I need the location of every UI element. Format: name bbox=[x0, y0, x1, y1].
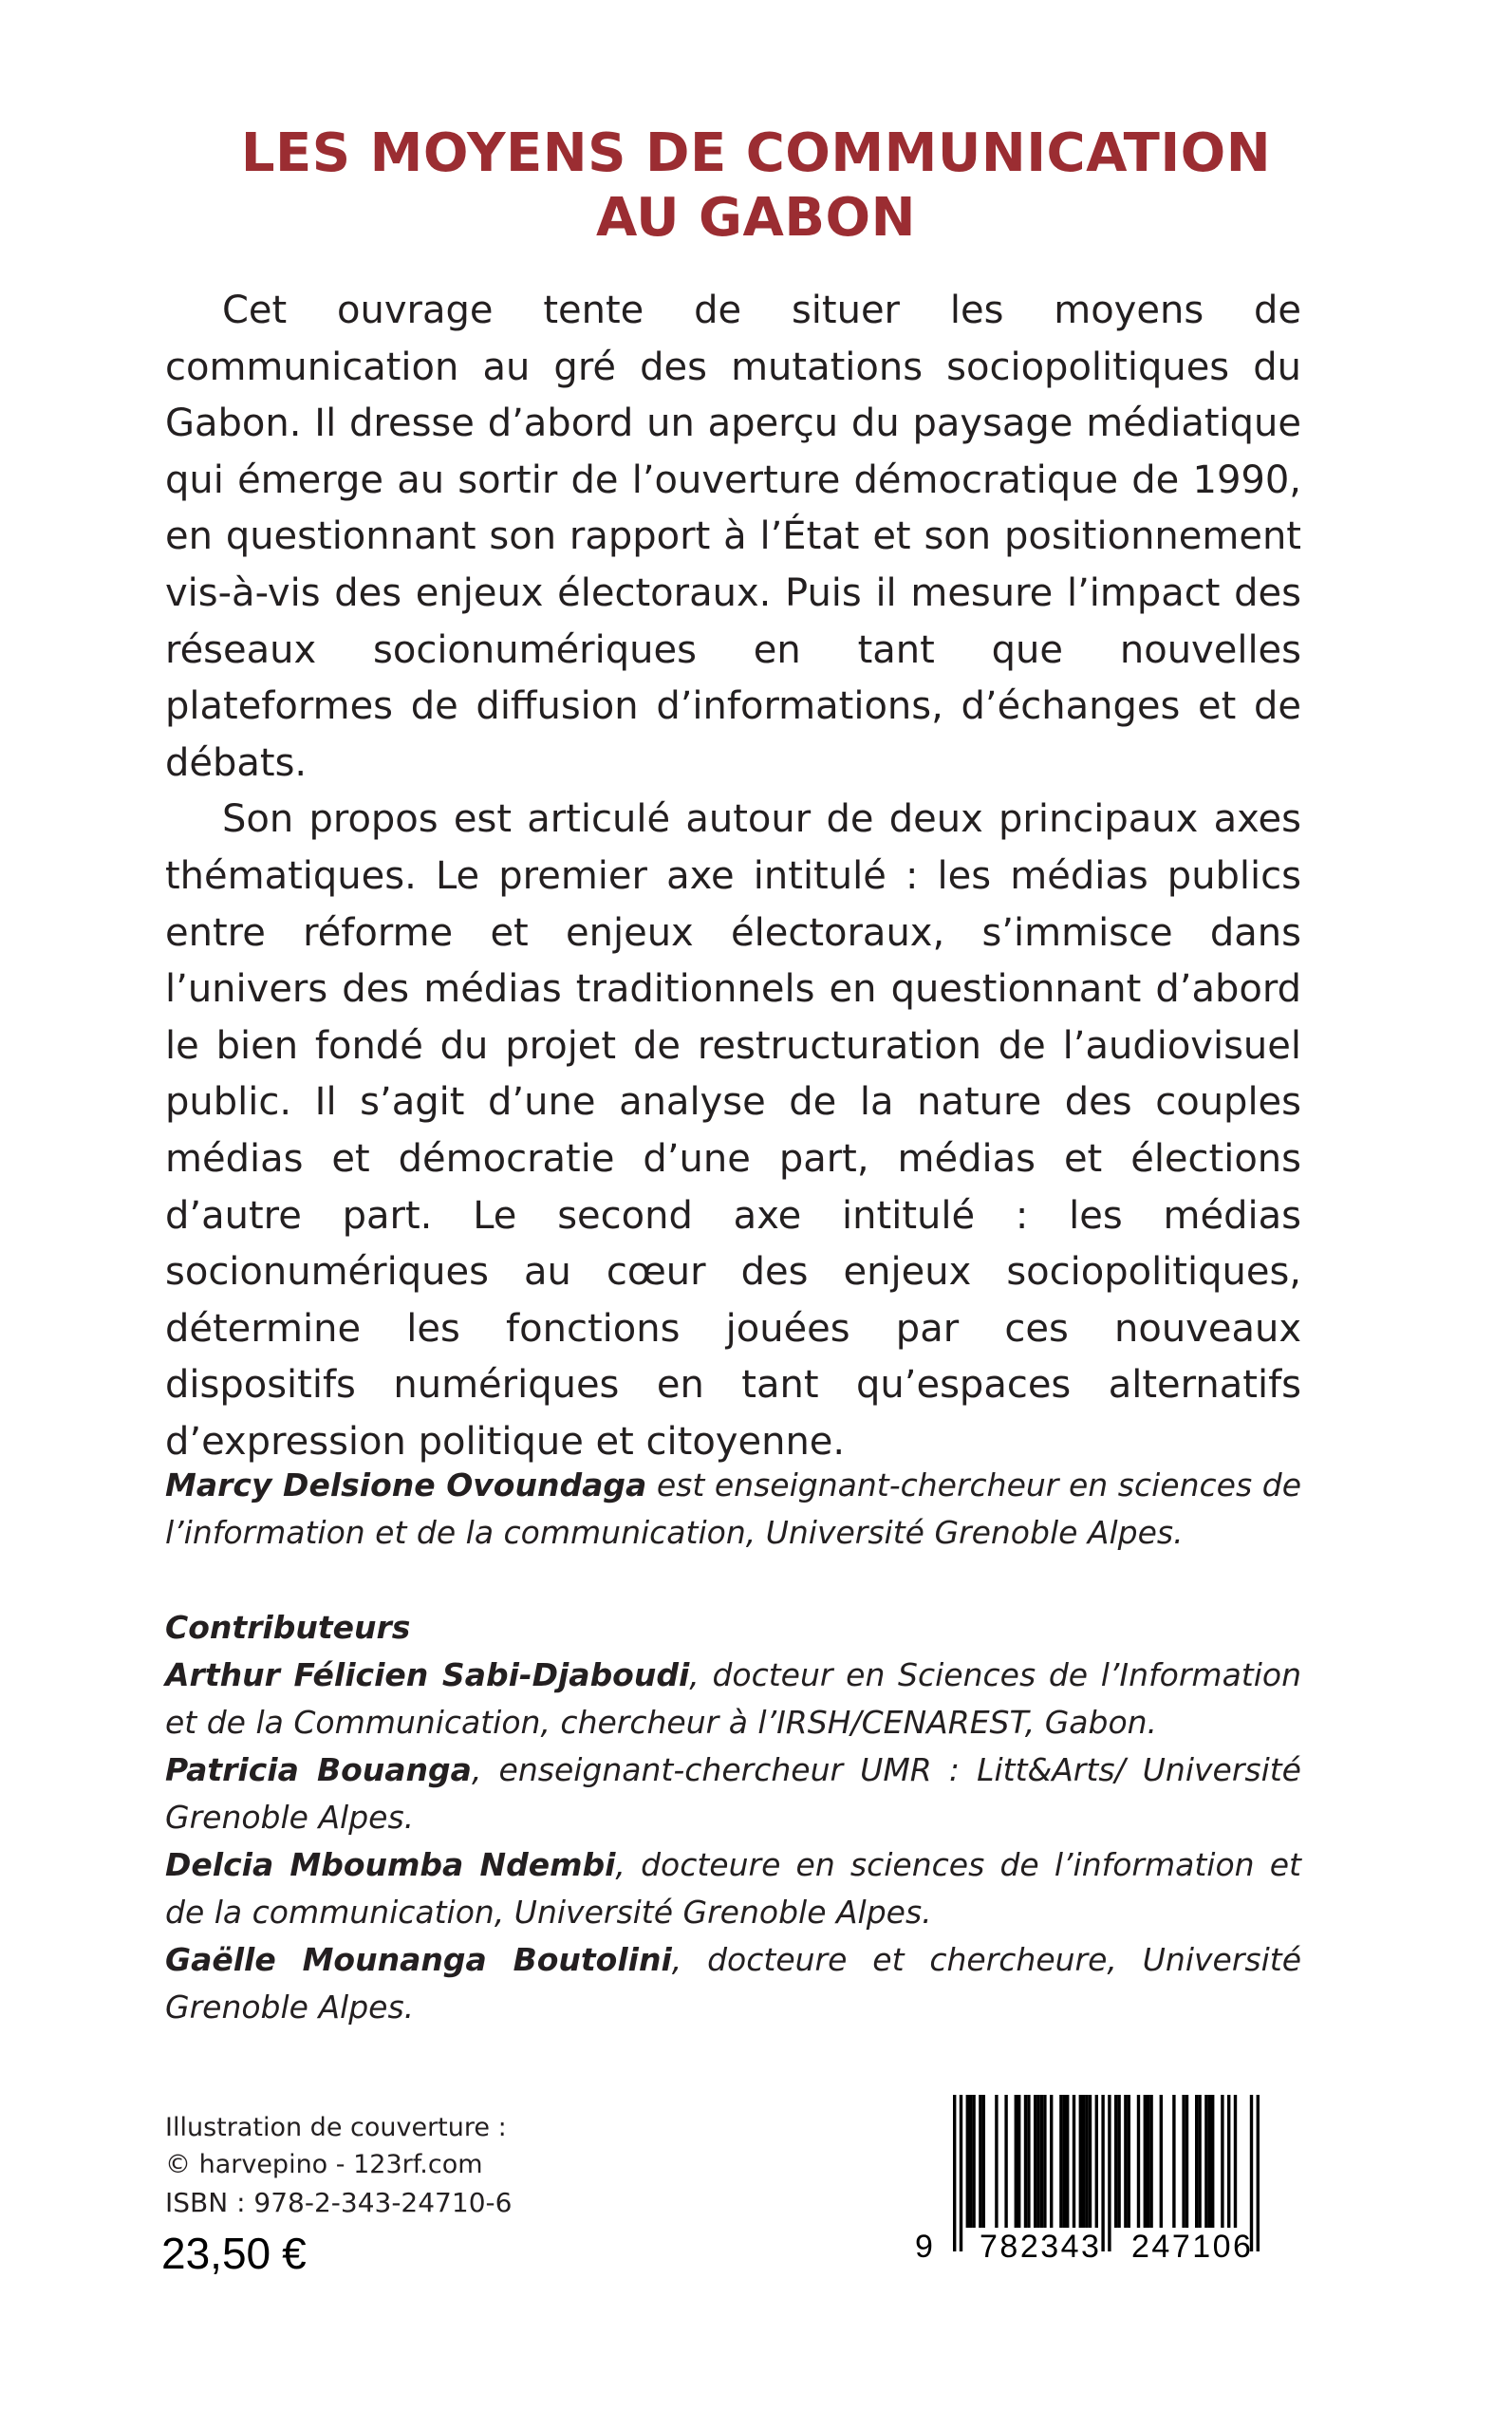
barcode-bar bbox=[1036, 2095, 1039, 2228]
barcode-bar bbox=[1117, 2095, 1120, 2228]
barcode-bar bbox=[1227, 2095, 1230, 2228]
barcode-digits bbox=[915, 2228, 1300, 2266]
barcode-bar bbox=[995, 2095, 998, 2228]
barcode-right-group: 247106 bbox=[1131, 2229, 1254, 2265]
contributor-description: , enseignant-chercheur UMR : Litt&Arts/ Université Grenoble Alpes. bbox=[165, 1751, 1301, 1836]
barcode-left-group: 782343 bbox=[980, 2229, 1102, 2265]
barcode-bar bbox=[1211, 2095, 1214, 2228]
barcode-bar bbox=[1124, 2095, 1127, 2228]
cover-illustration-credit bbox=[165, 2109, 659, 2183]
summary-paragraph-2: Son propos est articulé autour de deux principaux axes thématiques. Le premier axe intitulé : les médias publics entre réforme et enjeux électoraux, s’immisce dans l’univers des médias traditionnels en questionnant d’abord le bien fondé du projet de restructuration de l’audiovisuel public. Il s’agit d’une analyse de la nature des couples médias et démocratie d’une part, médias et élections d’autre part. Le second axe intitulé : les médias socionumériques au cœur des enjeux sociopolitiques, détermine les fonctions jouées par ces nouveaux dispositifs numériques en tant qu’espaces alternatifs d’expression politique et citoyenne. bbox=[165, 797, 1301, 1464]
barcode-first-digit: 9 bbox=[915, 2229, 933, 2265]
barcode-bar bbox=[1114, 2095, 1117, 2228]
barcode-bar bbox=[1059, 2095, 1062, 2228]
barcode-bar bbox=[1017, 2095, 1020, 2228]
barcode-bar bbox=[1027, 2095, 1030, 2228]
contributor-item bbox=[165, 1652, 1301, 1746]
barcode-bar bbox=[1204, 2095, 1207, 2228]
barcode-bar bbox=[1172, 2095, 1175, 2228]
barcode-bar bbox=[1147, 2095, 1149, 2228]
barcode-bar bbox=[982, 2095, 985, 2228]
barcode-bar bbox=[1079, 2095, 1082, 2228]
barcode-bar bbox=[972, 2095, 975, 2228]
barcode-bar bbox=[1137, 2095, 1140, 2228]
barcode-bar bbox=[969, 2095, 972, 2228]
barcode-bar bbox=[1085, 2095, 1088, 2228]
price-amount: 23,50 bbox=[161, 2229, 271, 2278]
book-title bbox=[161, 121, 1351, 251]
contributor-item bbox=[165, 1936, 1301, 2031]
barcode-bar bbox=[1089, 2095, 1092, 2228]
contributor-item bbox=[165, 1746, 1301, 1841]
barcode-bar bbox=[1040, 2095, 1043, 2228]
barcode-bar bbox=[1043, 2095, 1046, 2228]
book-summary bbox=[165, 283, 1301, 1470]
book-title-line-2: AU GABON bbox=[595, 187, 917, 249]
barcode-bar bbox=[1050, 2095, 1053, 2228]
barcode-bar bbox=[1066, 2095, 1069, 2228]
contributor-name: Delcia Mboumba Ndembi bbox=[165, 1846, 616, 1883]
author-name: Marcy Delsione Ovoundaga bbox=[165, 1466, 647, 1503]
barcode-bar bbox=[1082, 2095, 1085, 2228]
barcode-bar bbox=[1149, 2095, 1152, 2228]
contributor-description: , docteur en Sciences de l’Information et de la Communication, chercheur à l’IRSH/CENAREST, Gabon. bbox=[165, 1656, 1302, 1741]
barcode-bar bbox=[1034, 2095, 1036, 2228]
barcode-bar bbox=[1144, 2095, 1147, 2228]
barcode-bar bbox=[1198, 2095, 1201, 2228]
book-title-line-1: LES MOYENS DE COMMUNICATION bbox=[240, 122, 1272, 184]
barcode-bar bbox=[1015, 2095, 1017, 2228]
barcode-bar bbox=[966, 2095, 969, 2228]
barcode-bar bbox=[979, 2095, 981, 2228]
contributor-name: Gaëlle Mounanga Boutolini bbox=[165, 1941, 672, 1978]
price bbox=[161, 2229, 307, 2278]
barcode-bar bbox=[1128, 2095, 1130, 2228]
contributor-name: Arthur Félicien Sabi-Djaboudi bbox=[165, 1656, 690, 1693]
barcode-bar bbox=[1182, 2095, 1185, 2228]
contributor-description: , docteure et chercheure, Université Grenoble Alpes. bbox=[165, 1941, 1302, 2026]
contributors-heading: Contributeurs bbox=[165, 1609, 411, 1646]
credit-line-2: © harvepino - 123rf.com bbox=[165, 2150, 483, 2179]
contributors-section bbox=[165, 1604, 1301, 2031]
barcode-bar bbox=[1208, 2095, 1211, 2228]
barcode-bar bbox=[1185, 2095, 1188, 2228]
contributor-description: , docteure en sciences de l’information et de la communication, Université Grenoble Alpes. bbox=[165, 1846, 1301, 1931]
contributor-name: Patricia Bouanga bbox=[165, 1751, 472, 1788]
isbn-number: ISBN : 978-2-343-24710-6 bbox=[165, 2187, 513, 2218]
isbn-barcode bbox=[915, 2095, 1300, 2289]
credit-line-1: Illustration de couverture : bbox=[165, 2113, 507, 2142]
barcode-bar bbox=[1063, 2095, 1066, 2228]
barcode-bar bbox=[1073, 2095, 1075, 2228]
barcode-bar bbox=[1095, 2095, 1098, 2228]
barcode-bar bbox=[1024, 2095, 1027, 2228]
barcode-bar bbox=[1160, 2095, 1163, 2228]
author-bio bbox=[165, 1462, 1301, 1557]
price-currency: € bbox=[282, 2229, 307, 2278]
barcode-bar bbox=[1195, 2095, 1198, 2228]
contributor-item bbox=[165, 1841, 1301, 1936]
author-description: est enseignant-chercheur en sciences de l’information et de la communication, Université Grenoble Alpes. bbox=[165, 1466, 1301, 1551]
summary-paragraph-1: Cet ouvrage tente de situer les moyens de communication au gré des mutations sociopolitiques du Gabon. Il dresse d’abord un aperçu du paysage médiatique qui émerge au sortir de l’ouverture démocratique de 1990, en questionnant son rapport à l’État et son positionnement vis-à-vis des enjeux électoraux. Puis il mesure l’impact des réseaux socionumériques en tant que nouvelles plateformes de diffusion d’informations, d’échanges et de débats. bbox=[165, 289, 1301, 785]
barcode-bar bbox=[1234, 2095, 1237, 2228]
barcode-bar bbox=[1004, 2095, 1007, 2228]
barcode-bar bbox=[1221, 2095, 1223, 2228]
